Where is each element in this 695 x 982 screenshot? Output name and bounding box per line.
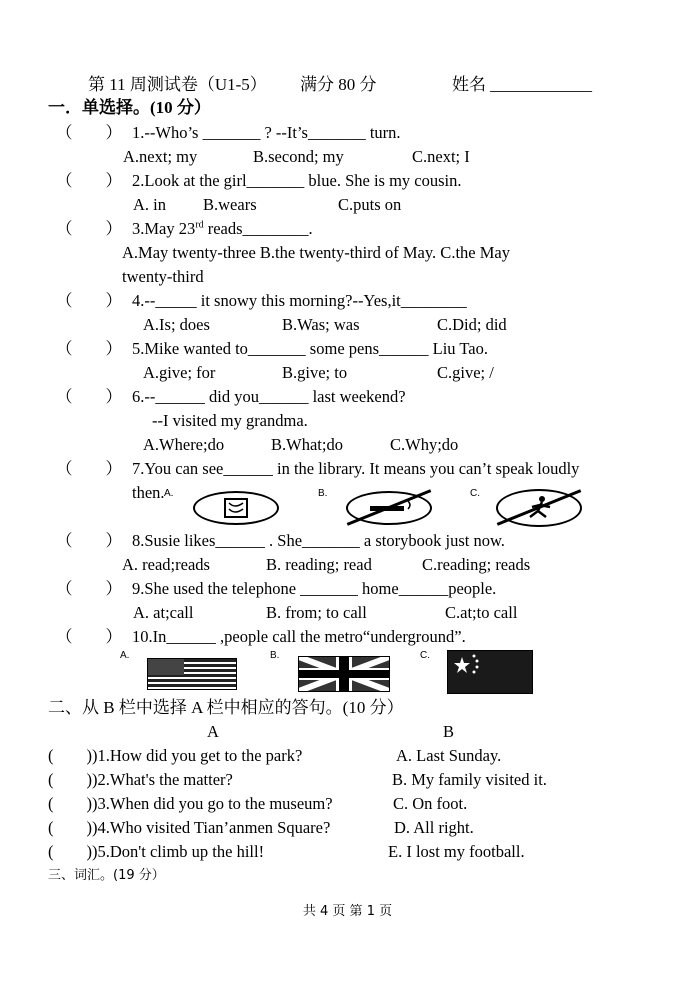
- match-b-a: A. Last Sunday.: [396, 746, 502, 765]
- q9-option-c[interactable]: C.at;to call: [445, 603, 518, 622]
- match-b-c: C. On foot.: [393, 794, 468, 813]
- answer-paren[interactable]: ( ): [48, 770, 92, 789]
- q3-stem-pre: 3.May 23: [132, 219, 196, 238]
- q5-option-b[interactable]: B.give; to: [282, 363, 348, 382]
- answer-paren[interactable]: ( ): [48, 818, 92, 837]
- answer-paren[interactable]: （ ）: [56, 339, 122, 358]
- q6-option-a[interactable]: A.Where;do: [143, 435, 225, 454]
- question-7: 7.You can see______ in the library. It means you can’t speak loudly: [132, 459, 580, 478]
- answer-paren[interactable]: （ ）: [56, 531, 122, 550]
- answer-paren[interactable]: ( ): [48, 842, 92, 861]
- no-running-sign-icon[interactable]: [496, 489, 582, 527]
- q10-option-a[interactable]: A.: [120, 650, 130, 661]
- q9-option-b[interactable]: B. from; to call: [266, 603, 367, 622]
- question-5: 5.Mike wanted to_______ some pens______ Liu Tao.: [132, 339, 488, 358]
- match-b-b: B. My family visited it.: [392, 770, 547, 789]
- q3-options-cont[interactable]: twenty-third: [122, 267, 204, 286]
- q2-option-c[interactable]: C.puts on: [338, 195, 402, 214]
- answer-paren[interactable]: （ ）: [56, 459, 122, 478]
- full-score: 满分 80 分: [300, 75, 377, 94]
- exam-title: 第 11 周测试卷（U1-5）: [88, 75, 267, 94]
- question-3: [132, 219, 313, 239]
- name-label: 姓名: [452, 75, 486, 94]
- answer-paren[interactable]: ( ): [48, 794, 92, 813]
- match-a-1: )1.How did you get to the park?: [92, 746, 303, 765]
- question-2: 2.Look at the girl_______ blue. She is my cousin.: [132, 171, 462, 190]
- q1-option-c[interactable]: C.next; I: [412, 147, 470, 166]
- q3-options[interactable]: A.May twenty-three B.the twenty-third of May. C.the May: [122, 243, 510, 262]
- china-flag-icon[interactable]: [447, 650, 533, 694]
- q1-option-a[interactable]: A.next; my: [123, 147, 198, 166]
- q2-option-a[interactable]: A. in: [133, 195, 166, 214]
- question-8: 8.Susie likes______ . She_______ a storybook just now.: [132, 531, 505, 550]
- q7-option-b[interactable]: B.: [318, 488, 328, 499]
- question-4: 4.--_____ it snowy this morning?--Yes,it________: [132, 291, 467, 310]
- match-b-d: D. All right.: [394, 818, 474, 837]
- match-a-2: )2.What's the matter?: [92, 770, 233, 789]
- match-a-4: )4.Who visited Tian’anmen Square?: [92, 818, 331, 837]
- question-1: 1.--Who’s _______ ? --It’s_______ turn.: [132, 123, 401, 142]
- answer-paren[interactable]: （ ）: [56, 171, 122, 190]
- section2-heading: 二、从 B 栏中选择 A 栏中相应的答句。(10 分）: [48, 698, 404, 717]
- q10-option-b[interactable]: B.: [270, 650, 280, 661]
- answer-paren[interactable]: （ ）: [56, 219, 122, 238]
- question-9: 9.She used the telephone _______ home______people.: [132, 579, 497, 598]
- q6-option-b[interactable]: B.What;do: [271, 435, 343, 454]
- question-10: 10.In______ ,people call the metro“underground”.: [132, 627, 466, 646]
- q4-option-b[interactable]: B.Was; was: [282, 315, 360, 334]
- match-b-e: E. I lost my football.: [388, 842, 525, 861]
- column-b-header: B: [443, 722, 455, 741]
- question-6: 6.--______ did you______ last weekend?: [132, 387, 406, 406]
- match-a-5: )5.Don't climb up the hill!: [92, 842, 265, 861]
- answer-paren[interactable]: （ ）: [56, 579, 122, 598]
- usa-flag-icon[interactable]: [147, 658, 237, 690]
- name-input[interactable]: ____________: [490, 75, 592, 94]
- q4-option-c[interactable]: C.Did; did: [437, 315, 507, 334]
- page-footer: 共 4 页 第 1 页: [302, 904, 393, 919]
- q3-stem-sup: rd: [195, 219, 204, 231]
- answer-paren[interactable]: （ ）: [56, 291, 122, 310]
- question-6-line2: --I visited my grandma.: [152, 411, 308, 430]
- question-7-line2: then.: [132, 483, 165, 502]
- no-smoking-sign-icon[interactable]: [346, 491, 432, 525]
- q6-option-c[interactable]: C.Why;do: [390, 435, 459, 454]
- answer-paren[interactable]: （ ）: [56, 387, 122, 406]
- q2-option-b[interactable]: B.wears: [203, 195, 257, 214]
- q4-option-a[interactable]: A.Is; does: [143, 315, 210, 334]
- q5-option-c[interactable]: C.give; /: [437, 363, 494, 382]
- section1-heading: 一．单选择。(10 分）: [48, 98, 211, 117]
- answer-paren[interactable]: （ ）: [56, 627, 122, 646]
- q5-option-a[interactable]: A.give; for: [143, 363, 216, 382]
- q7-option-a[interactable]: A.: [164, 488, 174, 499]
- q8-option-c[interactable]: C.reading; reads: [422, 555, 531, 574]
- q8-option-a[interactable]: A. read;reads: [122, 555, 210, 574]
- q7-option-c[interactable]: C.: [470, 488, 480, 499]
- uk-flag-icon[interactable]: [298, 656, 390, 692]
- q10-option-c[interactable]: C.: [420, 650, 430, 661]
- q3-stem-post: reads________.: [203, 219, 313, 238]
- section3-heading: 三、词汇。(19 分）: [48, 868, 165, 883]
- column-a-header: A: [207, 722, 219, 741]
- answer-paren[interactable]: （ ）: [56, 123, 122, 142]
- q9-option-a[interactable]: A. at;call: [133, 603, 194, 622]
- q1-option-b[interactable]: B.second; my: [253, 147, 344, 166]
- no-noise-sign-icon[interactable]: [193, 491, 279, 525]
- match-a-3: )3.When did you go to the museum?: [92, 794, 333, 813]
- answer-paren[interactable]: ( ): [48, 746, 92, 765]
- q8-option-b[interactable]: B. reading; read: [266, 555, 372, 574]
